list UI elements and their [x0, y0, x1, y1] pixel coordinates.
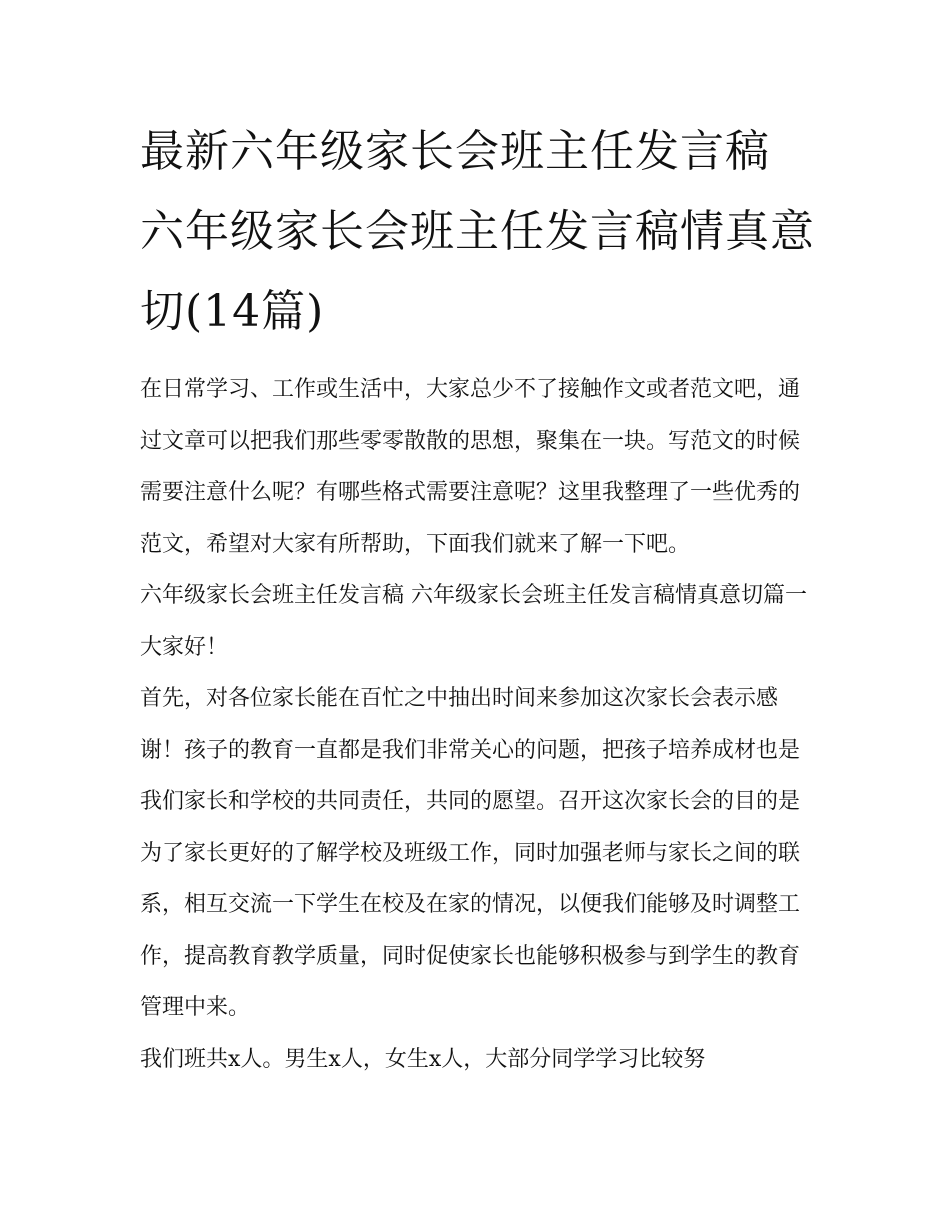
section-heading-paragraph: 六年级家长会班主任发言稿 六年级家长会班主任发言稿情真意切篇一 大家好！: [140, 583, 807, 660]
body-paragraph-partial: 我们班共x人。男生x人，女生x人，大部分同学学习比较努: [140, 1046, 706, 1072]
document-page: [140, 112, 820, 1085]
document-body: [140, 364, 820, 1085]
intro-paragraph: 在日常学习、工作或生活中，大家总少不了接触作文或者范文吧，通过文章可以把我们那些零零散散的思想，聚集在一块。写范文的时候需要注意什么呢？有哪些格式需要注意呢？这里我整理了一些优秀的范文，希望对大家有所帮助，下面我们就来了解一下吧。: [140, 377, 801, 557]
body-paragraph: 首先，对各位家长能在百忙之中抽出时间来参加这次家长会表示感谢！孩子的教育一直都是我们非常关心的问题，把孩子培养成材也是我们家长和学校的共同责任，共同的愿望。召开这次家长会的目的是为了家长更好的了解学校及班级工作，同时加强老师与家长之间的联系，相互交流一下学生在校及在家的情况，以便我们能够及时调整工作，提高教育教学质量，同时促使家长也能够积极参与到学生的教育管理中来。: [140, 686, 801, 1020]
document-title: 最新六年级家长会班主任发言稿 六年级家长会班主任发言稿情真意切(14篇): [140, 126, 815, 337]
